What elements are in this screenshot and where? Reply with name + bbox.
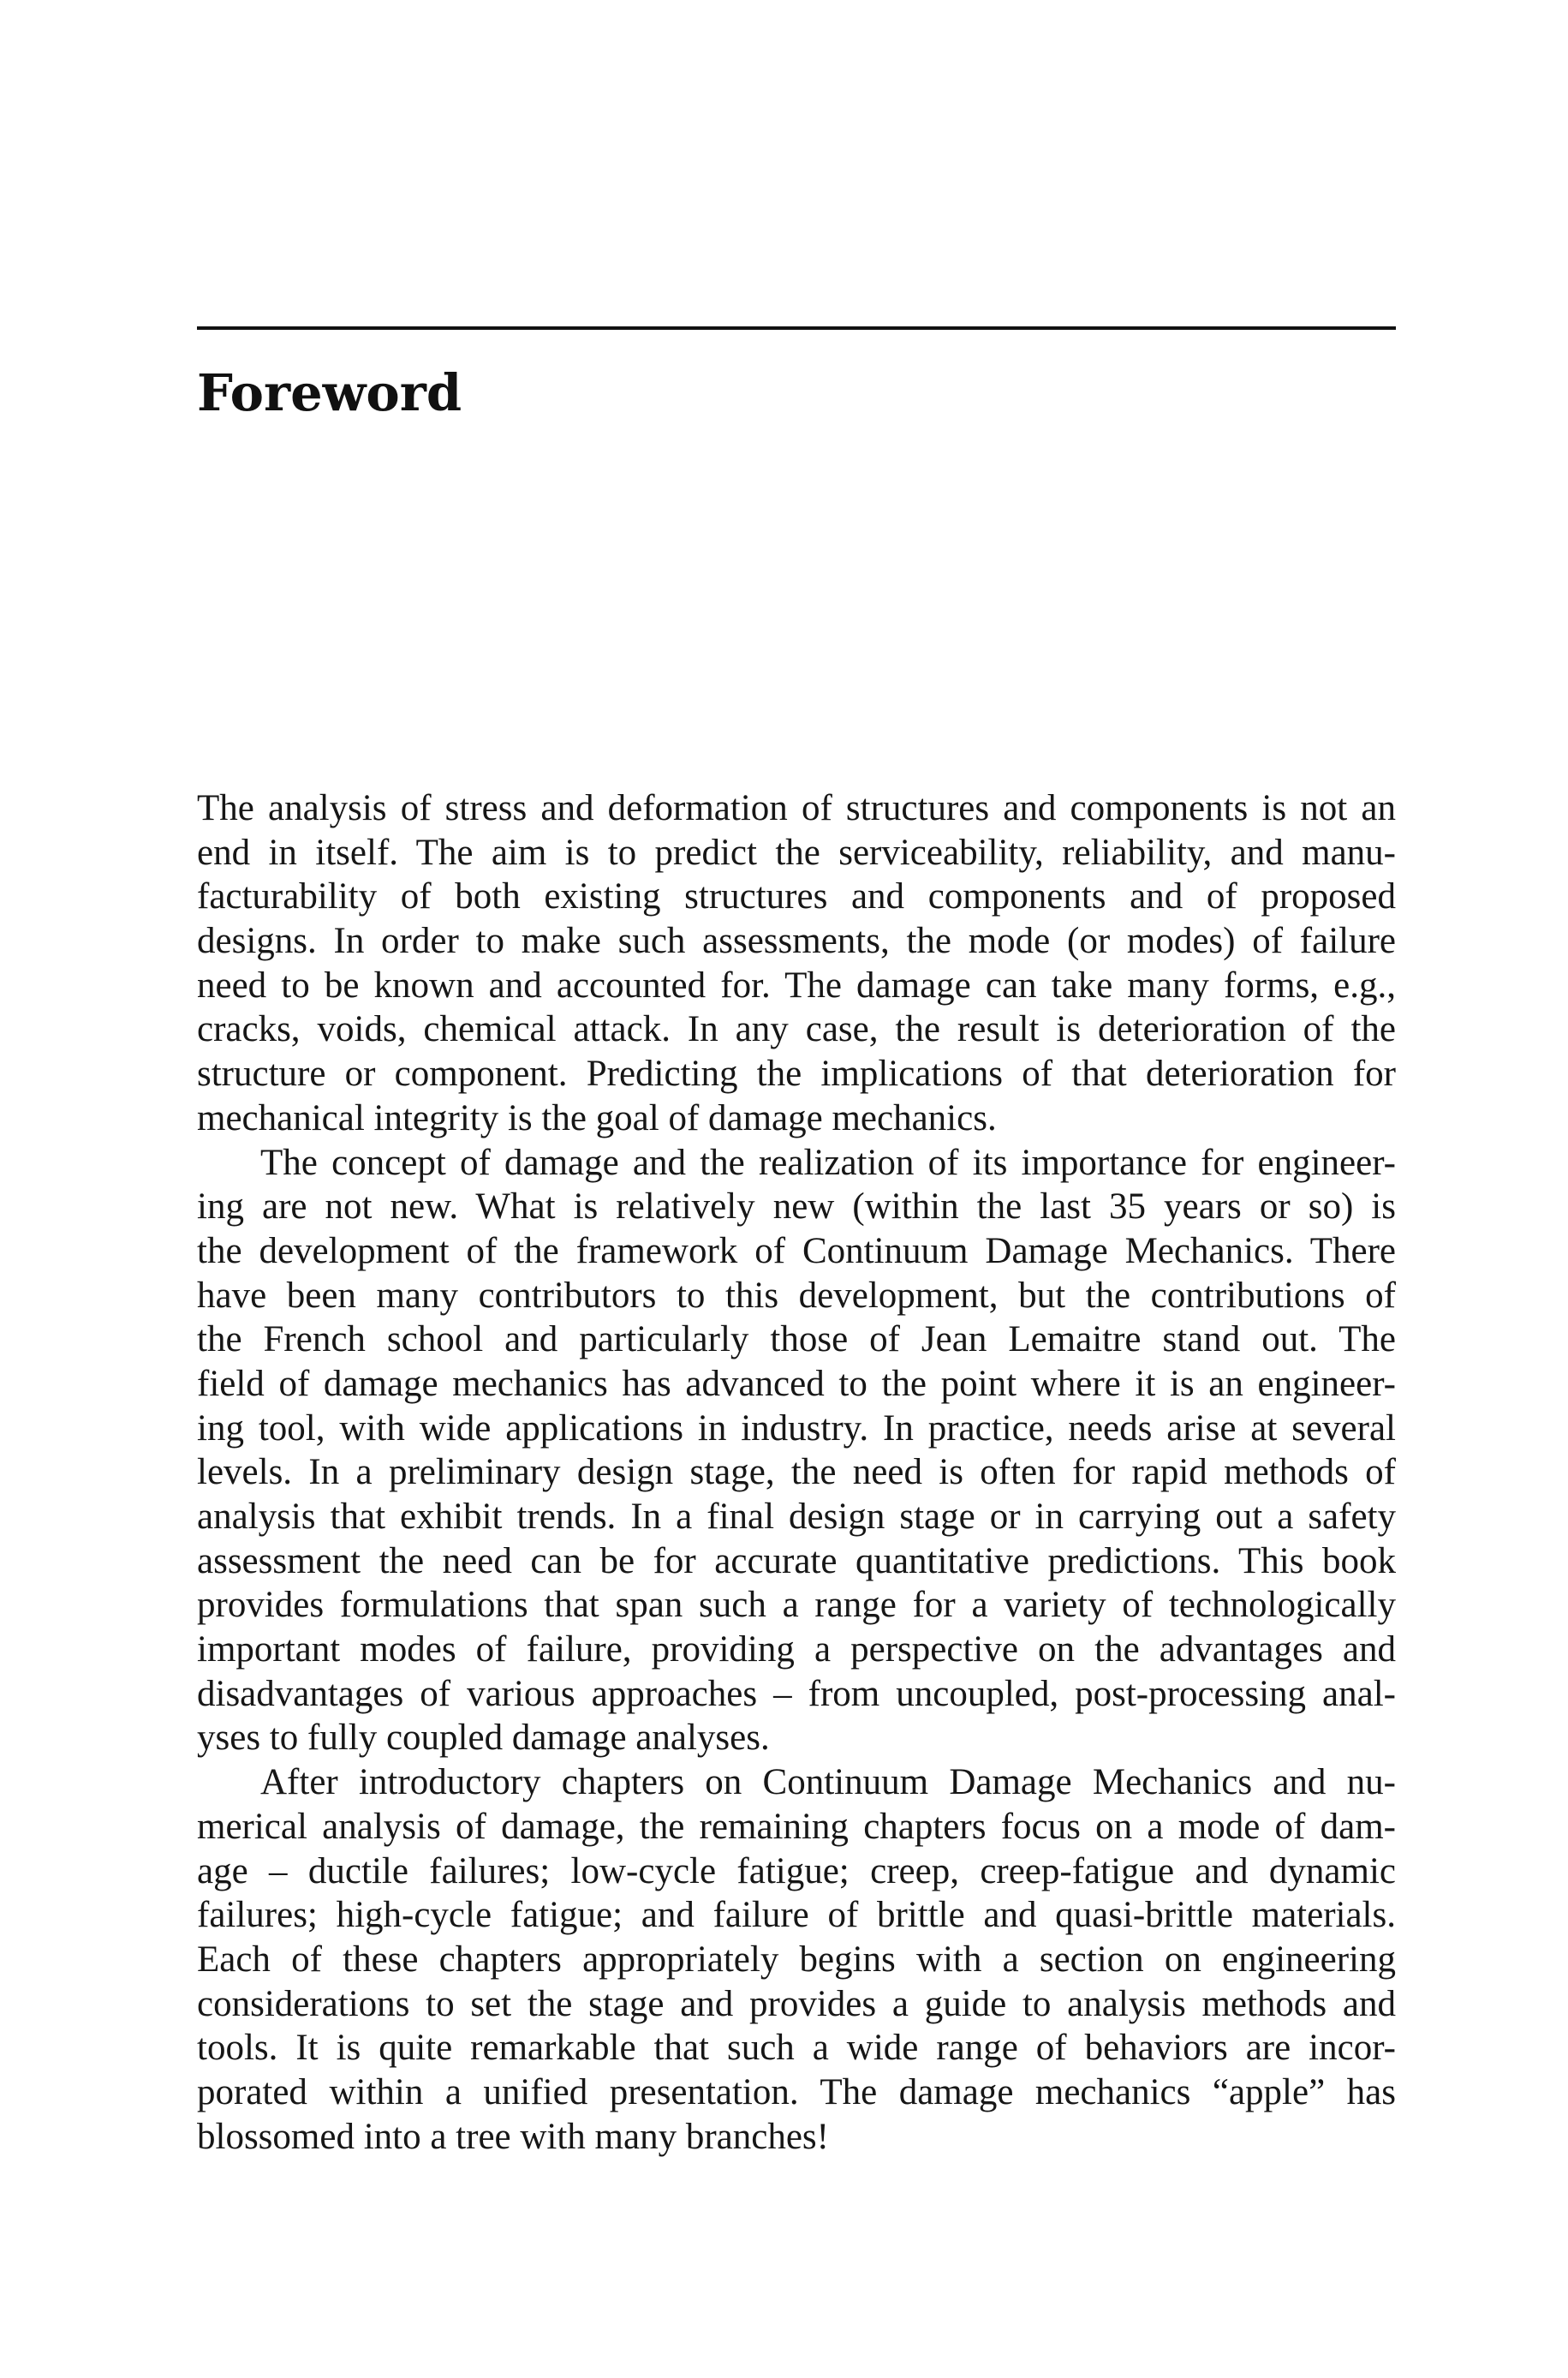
text-line: Each of these chapters appropriately begins with a section on engineering (197, 1939, 1396, 1980)
text-line: important modes of failure, providing a perspective on the advantages and (197, 1629, 1396, 1670)
text-line: end in itself. The aim is to predict the serviceability, reliability, and manu- (197, 832, 1396, 873)
text-line: have been many contributors to this development, but the contributions of (197, 1275, 1396, 1316)
paragraph-3 (197, 1760, 1396, 2159)
text-line: considerations to set the stage and provides a guide to analysis methods and (197, 1983, 1396, 2024)
title-rule (197, 326, 1396, 330)
paragraph-2 (197, 1141, 1396, 1761)
text-line: ing are not new. What is relatively new (within the last 35 years or so) is (197, 1186, 1396, 1228)
text-line: field of damage mechanics has advanced to the point where it is an engineer- (197, 1363, 1396, 1404)
text-line: structure or component. Predicting the implications of that deterioration for (197, 1054, 1396, 1095)
text-line: designs. In order to make such assessments, the mode (or modes) of failure (197, 921, 1396, 962)
text-line: levels. In a preliminary design stage, the need is often for rapid methods of (197, 1452, 1396, 1493)
text-line: The concept of damage and the realization of its importance for engineer- (260, 1142, 1396, 1183)
text-line: analysis that exhibit trends. In a final design stage or in carrying out a safety (197, 1497, 1396, 1537)
text-line: need to be known and accounted for. The damage can take many forms, e.g., (197, 965, 1396, 1006)
text-line: blossomed into a tree with many branches! (197, 2116, 829, 2157)
text-line: failures; high-cycle fatigue; and failure of brittle and quasi-brittle materials. (197, 1895, 1396, 1936)
text-line: The analysis of stress and deformation of structures and components is not an (197, 788, 1396, 828)
text-line: merical analysis of damage, the remaining chapters focus on a mode of dam- (197, 1806, 1396, 1847)
text-line: ing tool, with wide applications in industry. In practice, needs arise at several (197, 1407, 1396, 1449)
foreword-body (197, 786, 1396, 2159)
text-line: the development of the framework of Continuum Damage Mechanics. There (197, 1230, 1396, 1271)
page-title: Foreword (197, 363, 462, 422)
text-line: cracks, voids, chemical attack. In any case, the result is deterioration of the (197, 1009, 1396, 1050)
text-line: tools. It is quite remarkable that such a wide range of behaviors are incor- (197, 2028, 1396, 2069)
text-line: disadvantages of various approaches – from uncoupled, post-processing anal- (197, 1673, 1396, 1714)
text-line: facturability of both existing structures and components and of proposed (197, 876, 1396, 917)
text-line: After introductory chapters on Continuum Damage Mechanics and nu- (260, 1762, 1396, 1803)
text-line: assessment the need can be for accurate quantitative predictions. This book (197, 1540, 1396, 1581)
text-line: yses to fully coupled damage analyses. (197, 1718, 770, 1759)
text-line: mechanical integrity is the goal of damage mechanics. (197, 1097, 997, 1138)
text-line: porated within a unified presentation. The damage mechanics “apple” has (197, 2071, 1396, 2112)
text-line: provides formulations that span such a range for a variety of technologically (197, 1585, 1396, 1626)
text-line: the French school and particularly those of Jean Lemaitre stand out. The (197, 1319, 1396, 1360)
paragraph-1 (197, 786, 1396, 1141)
text-line: age – ductile failures; low-cycle fatigue; creep, creep-fatigue and dynamic (197, 1850, 1396, 1891)
